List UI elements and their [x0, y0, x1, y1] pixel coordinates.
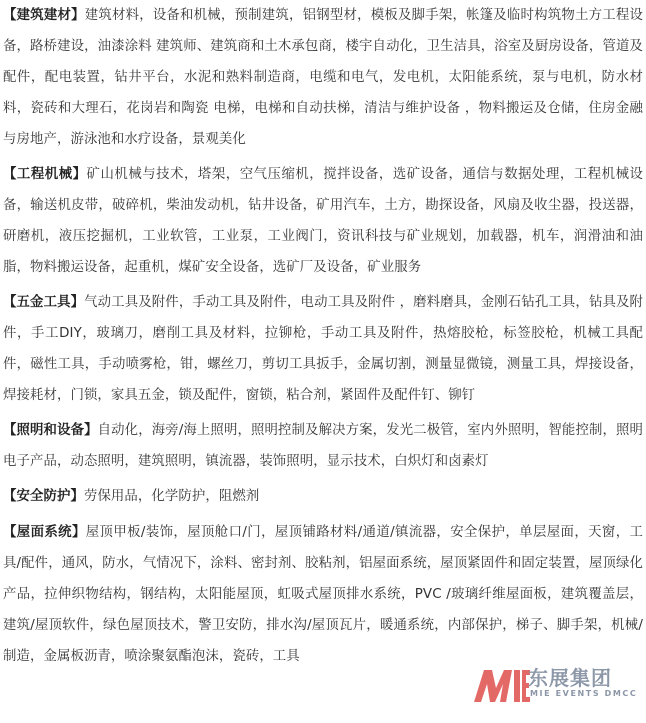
section-lighting-equipment	[3, 415, 643, 477]
mie-logo-icon	[470, 662, 530, 706]
section-body: 屋顶甲板/装饰，屋顶舱口/门，屋顶铺路材料/通道/镇流器，安全保护，单层屋面，天窗，工具/配件，通风，防水，气情况下，涂料、密封剂、胶粘剂，铝屋面系统，屋顶紧固件和固定装置，屋顶绿化产品，拉伸织物结构，钢结构，太阳能屋顶，虹吸式屋顶排水系统，PVC /玻璃纤维屋面板，建筑覆盖层，建筑/屋顶软件，绿色屋顶技术，警卫安防，排水沟/屋顶瓦片，暖通系统，内部保护，梯子、脚手架，机械/制造，金属板沥青，喷涂聚氨酯泡沫，瓷砖，工具	[3, 525, 644, 664]
section-body: 劳保用品，化学防护，阻燃剂	[83, 489, 260, 504]
section-heading: 【屋面系统】	[3, 525, 86, 540]
section-engineering-machinery	[3, 159, 643, 283]
section-roofing-systems	[3, 517, 643, 672]
section-body: 矿山机械与技术，塔架，空气压缩机，搅拌设备，选矿设备，通信与数据处理，工程机械设备，输送机皮带，破碎机，柴油发动机，钻井设备，矿用汽车，土方，勘探设备，风扇及收尘器，投送器，研磨机，液压挖掘机，工业软管，工业泵，工业阀门，资讯科技与矿业规划，加载器，机车，润滑油和油脂，物料搬运设备，起重机，煤矿安全设备，选矿厂及设备，矿业服务	[3, 167, 644, 275]
section-heading: 【五金工具】	[3, 295, 85, 310]
section-heading: 【安全防护】	[3, 489, 84, 504]
section-body: 建筑材料，设备和机械，预制建筑，铝钢型材，模板及脚手架，帐篷及临时构筑物土方工程设备，路桥建设，油漆涂料 建筑师、建筑商和土木承包商，楼宇自动化，卫生洁具，浴室及厨房设备，管道及配件，配电装置，钻井平台，水泥和熟料制造商，电缆和电气，发电机，太阳能系统，泵与电机，防水材料，瓷砖和大理石，花岗岩和陶瓷 电梯，电梯和自动扶梯，清洁与维护设备 ，物料搬运及仓储，住房金融与房地产，游泳池和水疗设备，景观美化	[3, 8, 643, 147]
section-heading: 【建筑建材】	[3, 8, 85, 23]
section-safety-protection	[3, 481, 643, 512]
watermark-name-cn: 东展集团	[528, 666, 612, 690]
section-heading: 【照明和设备】	[3, 423, 98, 438]
watermark-logo	[470, 662, 640, 706]
section-body: 气动工具及附件，手动工具及附件，电动工具及附件 ，磨料磨具，金刚石钻孔工具，钻具及附件，手工DIY，玻璃刀，磨削工具及材料，拉铆枪，手动工具及附件，热熔胶枪，标签胶枪，机械工具配件，磁性工具，手动喷雾枪，钳，螺丝刀，剪切工具扳手，金属切割，测量显微镜，测量工具，焊接设备，焊接耗材，门锁，家具五金，锁及配件，窗锁，粘合剂，紧固件及配件钉、铆钉	[3, 295, 644, 403]
section-hardware-tools	[3, 287, 643, 411]
section-body: 自动化，海旁/海上照明，照明控制及解决方案，发光二极管，室内外照明，智能控制，照明电子产品，动态照明，建筑照明，镇流器，装饰照明，显示技术，白炽灯和卤素灯	[3, 423, 644, 469]
document-body	[3, 0, 643, 672]
watermark-name-en: MIE EVENTS DMCC	[530, 689, 638, 698]
section-heading: 【工程机械】	[3, 167, 87, 182]
section-building-materials	[3, 0, 643, 155]
